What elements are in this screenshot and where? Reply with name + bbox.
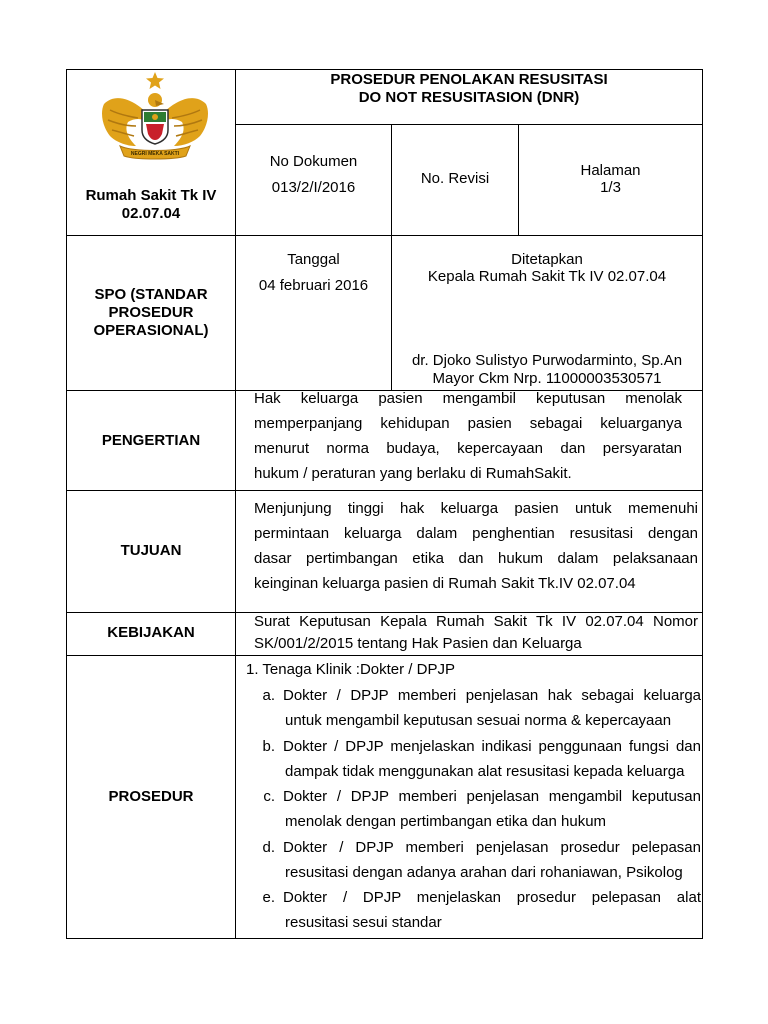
no-dokumen-cell xyxy=(236,153,391,197)
prosedur-label: PROSEDUR xyxy=(108,788,194,805)
kebijakan-line: SK/001/2/2015 tentang Hak Pasien dan Keluarga xyxy=(254,635,582,652)
hospital-logo xyxy=(98,70,212,162)
hospital-name-line2: 02.07.04 xyxy=(121,205,181,222)
spo-label-line2: PROSEDUR xyxy=(108,304,194,321)
subitem-marker: b. xyxy=(262,738,275,755)
tujuan-line: dasar pertimbangan etika dan hukum dalam pelaksanaan xyxy=(254,550,698,567)
table-divider xyxy=(66,655,703,656)
pengertian-line: Hak keluarga pasien mengambil keputusan menolak xyxy=(254,390,682,407)
signer-block xyxy=(392,352,702,388)
document-title-line2: DO NOT RESUSITASION (DNR) xyxy=(358,89,580,106)
table-divider xyxy=(66,235,703,236)
subitem-line1: Dokter / DPJP memberi penjelasan hak sebagai keluarga xyxy=(283,687,701,704)
table-divider xyxy=(235,124,703,125)
no-dokumen-value: 013/2/I/2016 xyxy=(271,179,356,196)
tujuan-line: Menjunjung tinggi hak keluarga pasien untuk memenuhi xyxy=(254,500,698,517)
prosedur-subitem xyxy=(253,686,701,732)
prosedur-subitem xyxy=(253,888,701,934)
spo-label-line3: OPERASIONAL) xyxy=(93,322,209,339)
halaman-value: 1/3 xyxy=(600,179,621,196)
pengertian-label: PENGERTIAN xyxy=(101,432,201,449)
tujuan-line: permintaan keluarga dalam penghentian resusitasi dengan xyxy=(254,525,698,542)
no-revisi-cell xyxy=(392,170,518,188)
pengertian-line: hukum / peraturan yang berlaku di RumahSakit. xyxy=(254,465,572,482)
subitem-line2: resusitasi sesui standar xyxy=(285,914,442,931)
prosedur-item-1: 1. Tenaga Klinik :Dokter / DPJP xyxy=(246,661,455,678)
subitem-line1: Dokter / DPJP memberi penjelasan prosedur pelepasan xyxy=(283,839,701,856)
subitem-line2: resusitasi dengan adanya arahan dari rohaniawan, Psikolog xyxy=(285,864,683,881)
hospital-name-line1: Rumah Sakit Tk IV xyxy=(85,187,217,204)
logo-motto: NEGRI MEKA SAKTI xyxy=(130,151,180,157)
document-title-line1: PROSEDUR PENOLAKAN RESUSITASI xyxy=(330,71,608,88)
subitem-line2: untuk mengambil keputusan sesuai norma & kepercayaan xyxy=(285,712,672,729)
spo-label-line1: SPO (STANDAR xyxy=(94,286,208,303)
ditetapkan-label: Ditetapkan xyxy=(511,251,583,268)
ditetapkan-by: Kepala Rumah Sakit Tk IV 02.07.04 xyxy=(427,268,667,285)
table-divider xyxy=(235,69,236,939)
prosedur-subitem xyxy=(253,787,701,833)
halaman-cell xyxy=(519,162,702,196)
subitem-line2: dampak tidak menggunakan alat resusitasi kepada keluarga xyxy=(285,763,685,780)
table-border-right xyxy=(702,69,703,939)
document-title xyxy=(236,71,702,107)
subitem-marker: d. xyxy=(262,839,275,856)
no-revisi-label: No. Revisi xyxy=(420,170,490,187)
subitem-line1: Dokter / DPJP menjelaskan indikasi penggunaan fungsi dan xyxy=(283,738,701,755)
halaman-label: Halaman xyxy=(580,162,641,179)
table-border-bottom xyxy=(66,938,703,939)
pengertian-line: memperpanjang kehidupan pasien sebagai keluarganya xyxy=(254,415,682,432)
hospital-name xyxy=(67,187,235,223)
ditetapkan-cell xyxy=(392,251,702,285)
signer-rank: Mayor Ckm Nrp. 11000003530571 xyxy=(432,370,662,387)
tujuan-line: keinginan keluarga pasien di Rumah Sakit Tk.IV 02.07.04 xyxy=(254,575,636,592)
pengertian-text xyxy=(254,386,682,486)
subitem-line1: Dokter / DPJP menjelaskan prosedur pelepasan alat xyxy=(283,889,701,906)
subitem-marker: c. xyxy=(263,788,275,805)
tujuan-text xyxy=(254,496,698,596)
prosedur-subitem xyxy=(253,838,701,884)
tujuan-label: TUJUAN xyxy=(120,542,182,559)
subitem-line1: Dokter / DPJP memberi penjelasan mengambil keputusan xyxy=(283,788,701,805)
table-divider xyxy=(66,490,703,491)
subitem-marker: e. xyxy=(262,889,275,906)
subitem-marker: a. xyxy=(262,687,275,704)
eagle-emblem-icon xyxy=(98,70,212,162)
tanggal-value: 04 februari 2016 xyxy=(258,277,369,294)
subitem-line2: menolak dengan pertimbangan etika dan hukum xyxy=(285,813,607,830)
no-dokumen-label: No Dokumen xyxy=(269,153,358,170)
kebijakan-text xyxy=(254,611,698,655)
signer-name: dr. Djoko Sulistyo Purwodarminto, Sp.An xyxy=(411,352,683,369)
kebijakan-label: KEBIJAKAN xyxy=(107,624,195,641)
spo-label xyxy=(67,286,235,340)
tanggal-label: Tanggal xyxy=(287,251,340,268)
prosedur-subitem xyxy=(253,737,701,783)
kebijakan-line: Surat Keputusan Kepala Rumah Sakit Tk IV 02.07.04 Nomor xyxy=(254,613,698,630)
tanggal-cell xyxy=(236,251,391,295)
pengertian-line: menurut norma budaya, kepercayaan dan persyaratan xyxy=(254,440,682,457)
